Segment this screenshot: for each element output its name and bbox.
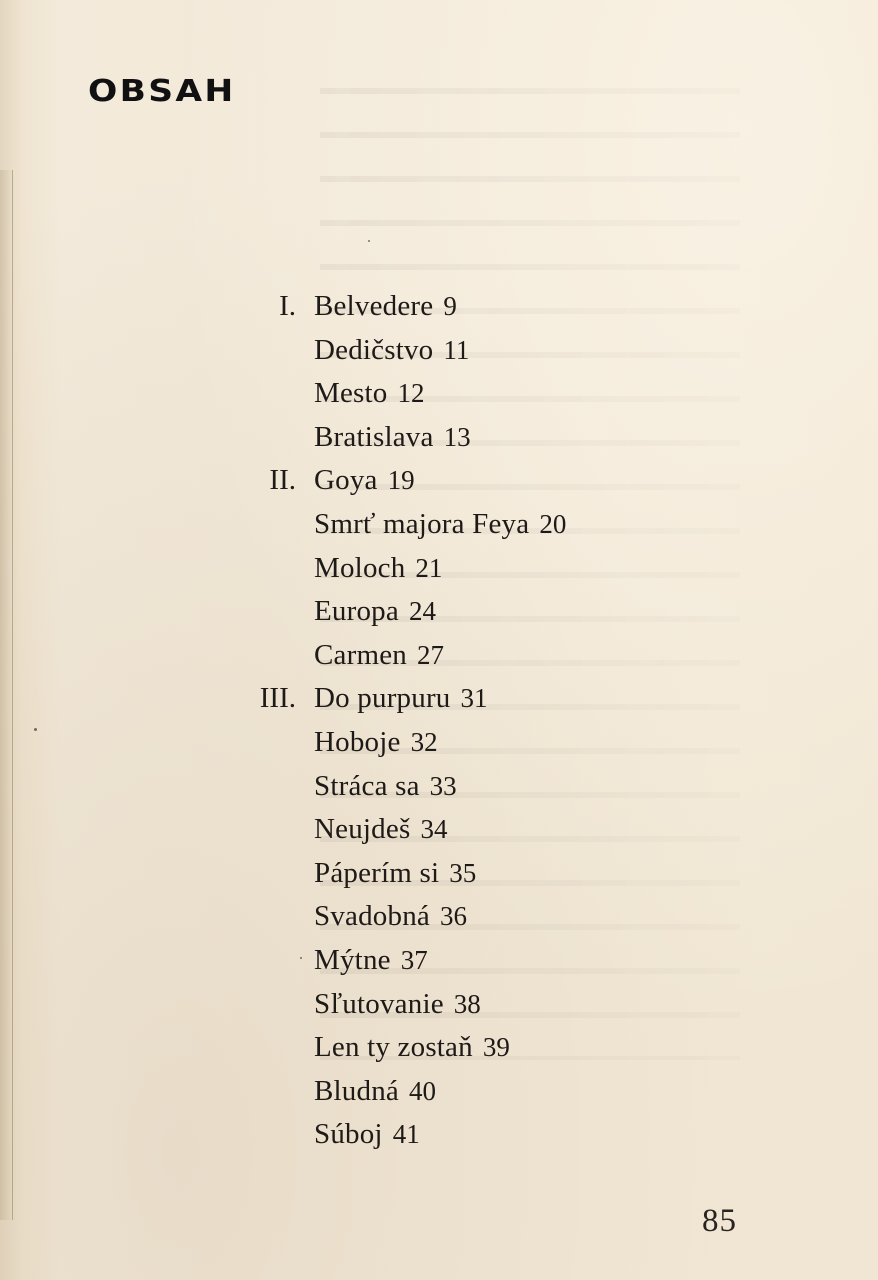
- toc-entry-text: [314, 1113, 420, 1157]
- toc-page-number: 9: [443, 291, 457, 321]
- toc-entry-text: [314, 416, 471, 460]
- toc-page-number: 38: [453, 988, 481, 1019]
- section-numeral: I.: [279, 290, 296, 322]
- toc-entry: [0, 765, 878, 809]
- paper-speck: [368, 240, 370, 242]
- toc-entry: [0, 721, 878, 765]
- toc-title: Bratislava: [314, 420, 434, 453]
- toc-page-number: 36: [439, 901, 467, 932]
- toc-entry: [0, 852, 878, 896]
- toc-entry-text: [314, 590, 436, 634]
- toc-entry-text: [314, 1070, 436, 1114]
- toc-page-number: 32: [410, 726, 438, 757]
- toc-title: Mesto: [314, 377, 388, 410]
- toc-title: Sľutovanie: [314, 987, 444, 1020]
- toc-page-number: 19: [387, 465, 415, 496]
- toc-title: Súboj: [314, 1118, 383, 1151]
- page-title: OBSAH: [88, 74, 236, 109]
- toc-page-number: 34: [420, 814, 448, 845]
- toc-entry: [0, 939, 878, 983]
- section-numeral: II.: [269, 464, 296, 497]
- toc-title: Carmen: [314, 638, 408, 671]
- toc-entry-text: [314, 1026, 510, 1070]
- toc-entry-text: [314, 895, 467, 939]
- toc-entry-text: [314, 939, 428, 983]
- toc-title: Moloch: [314, 551, 406, 584]
- paper-speck: [300, 957, 302, 959]
- toc-title: Páperím si: [314, 856, 440, 889]
- paper-speck: [34, 728, 37, 731]
- toc-title: Dedičstvo: [314, 333, 434, 366]
- toc-title: Len ty zostaň: [314, 1031, 473, 1064]
- toc-entry-text: [314, 765, 457, 809]
- toc-entry-text: [314, 634, 444, 678]
- toc-page-number: 21: [415, 552, 443, 583]
- toc-page-number: 12: [397, 378, 425, 409]
- toc-title: Mýtne: [314, 943, 391, 976]
- toc-page-number: 35: [449, 857, 477, 888]
- toc-entry: [0, 1070, 878, 1114]
- table-of-contents: [0, 285, 878, 1157]
- toc-page-number: 11: [443, 334, 470, 365]
- toc-page-number: 13: [443, 421, 471, 452]
- toc-page-number: 24: [408, 596, 436, 627]
- toc-entry: [0, 590, 878, 634]
- toc-entry-text: [314, 329, 469, 373]
- toc-title: Goya: [314, 464, 378, 497]
- page-number: 85: [702, 1203, 737, 1239]
- toc-page-number: 20: [539, 508, 567, 539]
- toc-entry-text: [314, 547, 442, 591]
- toc-entry: [0, 634, 878, 678]
- toc-page-number: 41: [392, 1119, 420, 1150]
- toc-title: Hoboje: [314, 725, 401, 758]
- toc-entry-text: [314, 503, 566, 547]
- toc-entry-text: [314, 459, 415, 503]
- toc-title: Strácа sa: [314, 769, 420, 802]
- toc-title: Bludná: [314, 1074, 399, 1107]
- toc-page-number: 27: [417, 639, 445, 670]
- toc-entry-text: [314, 808, 447, 852]
- toc-title: Svadobná: [314, 900, 430, 933]
- toc-entry: [0, 983, 878, 1027]
- toc-entry: [0, 1113, 878, 1157]
- toc-title: Belvedere: [314, 290, 434, 322]
- toc-page-number: 39: [482, 1032, 510, 1063]
- toc-page-number: 37: [400, 944, 428, 975]
- toc-entry: [0, 1026, 878, 1070]
- toc-entry-text: [314, 285, 457, 329]
- toc-entry-text: [314, 721, 438, 765]
- toc-page-number: 31: [460, 683, 488, 714]
- toc-entry: [0, 416, 878, 460]
- section-numeral: III.: [259, 682, 296, 715]
- toc-title: Neujdeš: [314, 813, 411, 846]
- toc-entry-text: [314, 372, 425, 416]
- toc-entry: [0, 503, 878, 547]
- toc-entry: [0, 372, 878, 416]
- toc-page-number: 33: [429, 770, 457, 801]
- toc-title: Europa: [314, 595, 399, 628]
- toc-title: Do purpuru: [314, 682, 451, 715]
- toc-entry: [0, 285, 878, 329]
- toc-entry: [0, 547, 878, 591]
- toc-entry: [0, 808, 878, 852]
- toc-entry: [0, 677, 878, 721]
- toc-entry-text: [314, 983, 481, 1027]
- toc-title: Smrť majora Feya: [314, 507, 530, 540]
- toc-entry: [0, 329, 878, 373]
- toc-entry: [0, 895, 878, 939]
- toc-entry-text: [314, 852, 476, 896]
- toc-entry: [0, 459, 878, 503]
- toc-page-number: 40: [408, 1075, 436, 1106]
- toc-entry-text: [314, 677, 488, 721]
